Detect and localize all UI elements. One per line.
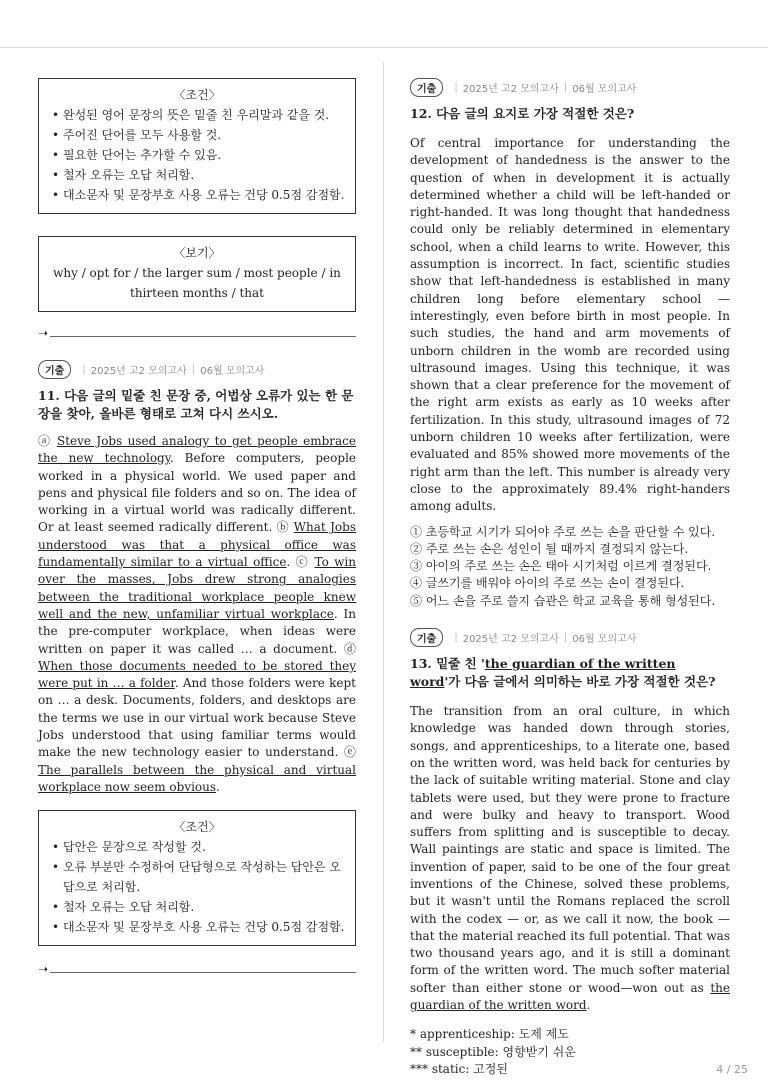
tag-month: 06월 모의고사 — [572, 634, 637, 646]
mark-e: ⓔ — [343, 745, 356, 760]
mark-a: ⓐ — [38, 434, 52, 448]
mark-d: ⓓ — [343, 641, 356, 656]
passage-text: The transition from an oral culture, in which knowledge was handed down through stories, songs, and apprenticeships, to a literate one, based on the written word, was held back for centuries by the lack of suitable writing material. Stone and clay tablets were used, but they were prone to fracture and were bulky and heavy to transport. Wood suffers from splitting and is susceptible to decay. Wall paintings are static and space is limited. The invention of paper, said to be one of the four great inventions of the Chinese, solved these problems, but it wasn't until the Romans replaced the scroll with the codex — or, as we call it now, the book — that the material reached its full potential. That was two thousand years ago, and it is still a dominant form of the written word. The much softer material softer than either stone or wood—won out as — [410, 704, 730, 995]
question-12-title: 12. 다음 글의 요지로 가장 적절한 것은? — [410, 106, 635, 121]
page-number: 4 / 25 — [716, 1063, 748, 1076]
bogi-title: 〈보기〉 — [173, 246, 221, 260]
question-13-title — [410, 655, 730, 691]
answer-line[interactable] — [38, 962, 356, 976]
tag-label: 기출 — [410, 628, 443, 647]
conditions-box-2 — [38, 810, 356, 946]
exam-tag — [410, 628, 730, 647]
tag-sep: | — [563, 632, 568, 644]
option-item[interactable]: ① 초등학교 시기가 되어야 주로 쓰는 손을 판단할 수 있다. — [410, 524, 716, 539]
tag-sep: | — [454, 632, 458, 644]
question-11-passage — [38, 433, 356, 796]
title-text: '가 다음 글에서 의미하는 바로 가장 적절한 것은? — [444, 674, 716, 690]
tag-sep: | — [191, 364, 196, 375]
underline-a: Steve Jobs used analogy to get people embrace the new technology — [38, 434, 356, 466]
conditions-title: 〈조건〉 — [173, 820, 221, 835]
note-item: * apprenticeship: 도제 제도 — [410, 1027, 569, 1042]
tag-year: 2025년 고2 모의고사 — [462, 634, 559, 646]
exam-tag — [410, 78, 730, 97]
question-11-title: 11. 다음 글의 밑줄 친 문장 중, 어법상 오류가 있는 한 문장을 찾아, 올바른 형태로 고쳐 다시 쓰시오. — [38, 388, 354, 421]
condition-item: • 대소문자 및 문장부호 사용 오류는 건당 0.5점 감점함. — [63, 917, 345, 937]
passage-text: . And those folders were kept on … a desk. Documents, folders, and desktops are the terms we use in our virtual work because Steve Jobs understood that using familiar terms would make the new technology easier to understand. — [38, 676, 356, 760]
option-item[interactable]: ④ 글쓰기를 배워야 아이의 주로 쓰는 손이 결정된다. — [410, 576, 685, 591]
option-item[interactable]: ⑤ 어느 손을 주로 쓸지 습관은 학교 교육을 통해 형성된다. — [410, 593, 716, 608]
option-item[interactable]: ③ 아이의 주로 쓰는 손은 태아 시기처럼 이르게 결정된다. — [410, 559, 712, 574]
mark-b: ⓑ — [276, 520, 290, 535]
condition-item: • 철자 오류는 오답 처리함. — [63, 165, 345, 185]
conditions-box-1 — [38, 78, 356, 214]
title-underline: the guardian of the written word — [410, 656, 676, 690]
left-column — [38, 78, 356, 976]
tag-label: 기출 — [38, 360, 71, 379]
passage-text: . — [586, 998, 591, 1013]
tag-month: 06월 모의고사 — [572, 84, 637, 95]
condition-item: • 주어진 단어를 모두 사용할 것. — [63, 125, 345, 145]
question-12-options — [410, 524, 730, 610]
tag-label: 기출 — [410, 78, 443, 97]
mark-c: ⓒ — [295, 555, 310, 570]
bogi-box — [38, 236, 356, 312]
condition-item: • 필요한 단어는 추가할 수 있음. — [63, 145, 345, 165]
conditions-list — [49, 105, 345, 205]
underline-b: What Jobs understood was that a physical office was fundamentally similar to a virtual office — [38, 520, 356, 570]
question-13-passage — [410, 703, 730, 1014]
answer-line[interactable] — [38, 326, 356, 340]
condition-item: • 대소문자 및 문장부호 사용 오류는 건당 0.5점 감점함. — [63, 185, 345, 205]
tag-sep: | — [563, 82, 568, 93]
tag-sep: | — [82, 364, 86, 375]
note-item: *** static: 고정된 — [410, 1061, 508, 1076]
arrow-icon: ➝ — [38, 962, 49, 977]
exam-tag — [38, 360, 356, 379]
arrow-icon: ➝ — [38, 326, 49, 340]
conditions-title: 〈조건〉 — [173, 88, 221, 102]
condition-item: • 철자 오류는 오답 처리함. — [63, 897, 345, 917]
column-divider — [383, 62, 384, 1042]
underline-d: When those documents needed to be stored they were put in … a folder — [38, 658, 356, 691]
tag-year: 2025년 고2 모의고사 — [462, 84, 559, 95]
right-column — [410, 78, 730, 1078]
note-item: ** susceptible: 영향받기 쉬운 — [410, 1044, 576, 1059]
option-item[interactable]: ② 주로 쓰는 손은 성인이 될 때까지 결정되지 않는다. — [410, 541, 689, 556]
condition-item: • 답안은 문장으로 작성할 것. — [63, 837, 345, 857]
condition-item: • 오류 부분만 수정하여 단답형으로 작성하는 답안은 오답으로 처리함. — [63, 857, 345, 897]
passage-text: . Before computers, people worked in a physical world. We used paper and pens and physical file folders and so on. The idea of working in a virtual world was radically different. Or at least seemed radically different. — [38, 451, 357, 535]
header-rule — [0, 47, 768, 48]
tag-sep: | — [454, 82, 458, 93]
passage-underline: the guardian of the written word — [410, 980, 730, 1013]
conditions-list — [49, 837, 345, 937]
condition-item: • 완성된 영어 문장의 뜻은 밑줄 친 우리말과 같을 것. — [63, 105, 345, 125]
underline-e: The parallels between the physical and virtual workplace now seem obvious — [38, 762, 356, 794]
tag-year: 2025년 고2 모의고사 — [90, 366, 187, 377]
underline-c: To win over the masses, Jobs drew strong analogies between the traditional workplace people knew well and the new, unfamiliar virtual workplace — [38, 555, 356, 621]
passage-text: . In the pre-computer workplace, when ideas were written on paper it was called … a document. — [38, 606, 356, 656]
title-text: 13. 밑줄 친 ' — [410, 656, 485, 672]
bogi-words: why / opt for / the larger sum / most people / in thirteen months / that — [53, 266, 341, 300]
passage-text: . — [216, 779, 220, 794]
tag-month: 06월 모의고사 — [200, 366, 265, 377]
question-12-passage: Of central importance for understanding the development of handedness is the answer to the question of when in development it is actually determined whether a child will be left-handed or right-handed. It was long thought that handedness could only be reliably determined in elementary school, when a child learns to write. However, this assumption is incorrect. In fact, scientific studies show that left-handedness is established in many children long before elementary school — interestingly, even before birth in most people. In such studies, the hand and arm movements of unborn children in the womb are recorded using ultrasound images. Using this technique, it was shown that a clear preference for the movement of the right arm exists as early as 10 weeks after fertilization. In this study, ultrasound images of 72 unborn children 10 weeks after fertilization, were evaluated and 85% showed more movements of the right arm than the left. This number is already very close to the approximately 89.4% right-handers among adults. — [410, 136, 730, 514]
passage-text: . — [286, 555, 296, 570]
vocabulary-notes — [410, 1026, 730, 1078]
